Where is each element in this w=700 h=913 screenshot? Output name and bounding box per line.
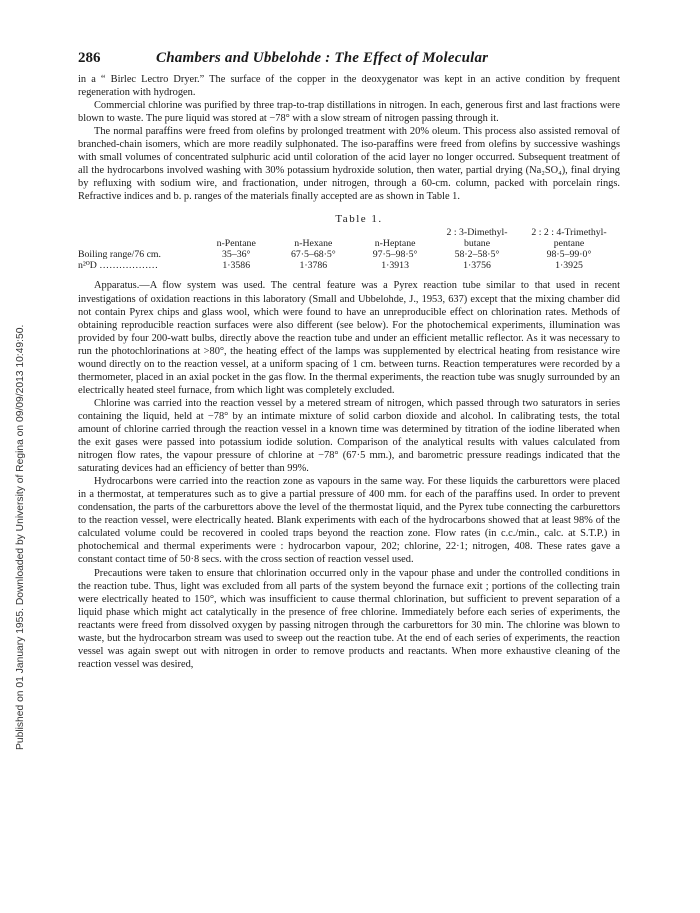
table-cell: 35–36° (222, 249, 251, 261)
table-header-cell: 2 : 3-Dimethyl-butane (446, 227, 508, 250)
table-header-cell: 2 : 2 : 4-Trimethyl-pentane (531, 227, 607, 250)
table-cell: 1·3925 (555, 260, 583, 272)
table-cell: 58·2–58·5° (454, 249, 500, 261)
paragraph-precautions: Precautions were taken to ensure that chlorination occurred only in the vapour phase and under the controlled conditions in the reaction tube. Thus, light was excluded from all parts of the system beyond the furnace exit ; portions of the collecting train were electrically heated to 150°, which was insufficient to cause thermal chlorination, but sufficient to prevent separation of a liquid phase which might act catalytically in the presence of free chlorine. Immediately before each series of experiments, the reactants were freed from dissolved oxygen by passing nitrogen through the carburettors for 30 min. The chlorine was blown to waste, but the hydrocarbon stream was used to sweep out the reaction tube. At the end of each series of experiments, the reaction vessel was again swept out with nitrogen in order to remove products and reactants. When more exhaustive cleaning of the reaction vessel was desired, (78, 567, 620, 670)
table-cell: 67·5–68·5° (290, 249, 336, 261)
journal-page (78, 50, 620, 671)
table-cell: 98·5–99·0° (546, 249, 592, 261)
properties-table (78, 227, 620, 271)
table-header-row (78, 227, 620, 249)
table-cell: 97·5–98·5° (372, 249, 418, 261)
table-header-cell: n-Pentane (216, 238, 256, 250)
table-row (78, 260, 620, 271)
paragraph-chlorine-flow: Chlorine was carried into the reaction vessel by a metered stream of nitrogen, which passed through two saturators in series containing the liquid, held at −78° by an intimate mixture of solid carbon dioxide and alcohol. In calibrating tests, the total amount of chlorine carried through the reaction vessel in a known time was determined by titration of the iodine liberated when the exit gases were passed into potassium iodide solution. Comparison of the analytical results with values calculated from nitrogen flow rates, the vapour pressure of chlorine at −78° (67·5 mm.), and barometric pressure readings indicated that the saturating devices had an efficiency of better than 99%. (78, 397, 620, 475)
paragraph-chlorine-purification: Commercial chlorine was purified by three trap-to-trap distillations in nitrogen. In each, generous first and last fractions were blown to waste. The pure liquid was stored at −78° with a slow stream of nitrogen passing through it. (78, 100, 620, 125)
running-title: Chambers and Ubbelohde : The Effect of Molecular (156, 50, 489, 66)
table-cell: 1·3913 (381, 260, 409, 272)
table-header-cell: n-Heptane (374, 238, 416, 250)
table-cell: 1·3586 (222, 260, 251, 272)
download-watermark (2, 150, 26, 750)
paragraph-hydrocarbon-flow: Hydrocarbons were carried into the reaction zone as vapours in the same way. For these liquids the carburettors were placed in a thermostat, at temperatures such as to give a partial pressure of 400 mm. for each of the paraffins used. In order to prevent condensation, the parts of the carburettors above the level of the thermostat liquid, and the Pyrex tube connecting the carburettors to the reaction vessel, were electrically heated. Blank experiments with each of the hydrocarbons showed that at least 98% of the calculated volume could be recovered in cooled traps beyond the reaction zone. Flow rates (in c.c./min., calc. at S.T.P.) in photochemical and thermal experiments were : hydrocarbon vapour, 202; chlorine, 22·1; nitrogen, 408. These rates gave a constant contact time of 50·8 secs. with the cross section of reaction vessel used. (78, 476, 620, 566)
table-header-cell (78, 227, 200, 249)
table-cell: 1·3786 (299, 260, 328, 272)
table-row (78, 249, 620, 260)
paragraph-apparatus: Apparatus.—A flow system was used. The central feature was a Pyrex reaction tube similar to that used in recent investigations of oxidation reactions in this laboratory (Small and Ubbelohde, J., 1953, 637) except that the mixing chamber did not contain Pyrex chips and glass wool, which were found to have an unreproducible effect on chlorination rates. Methods of obtaining reproducible reaction surfaces were also different (see below). For the photochemical experiments, illumination was provided by four 200-watt bulbs, directly above the reaction tube and under an efficient metallic reflector. As it was necessary to run the photochlorinations at >80°, the heating effect of the lamps was supplemented by electrical heating from resistance wire wound directly on to the reaction vessel, at a uniform spacing of 1 cm. between turns. Reaction temperatures were recorded by a thermometer, placed in an axial pocket in the gas flow. In the thermal experiments, the reaction tube was snugly surrounded by an electrically heated steel furnace, from which light was completely excluded. (78, 280, 620, 396)
table-title: Table 1. (335, 213, 383, 226)
running-head (78, 50, 620, 67)
paragraph-continuation: in a “ Birlec Lectro Dryer.” The surface of the copper in the deoxygenator was kept in an active condition by frequent regeneration with hydrogen. (78, 74, 620, 99)
paragraph-paraffin-purification: The normal paraffins were freed from olefins by prolonged treatment with 20% oleum. This process also assisted removal of branched-chain isomers, which are more readily sulphonated. The iso-paraffins were freed from olefins by successive washings with small volumes of concentrated sulphuric acid until coloration of the acid layer no longer occurred. Subsequent treatment of all the hydrocarbons involved washing with 30% potassium hydroxide solution, then water, partial drying (Na₂SO₄), final drying by refluxing with sodium wire, and fractionation, under nitrogen, through a 60-cm. column, packed with porcelain rings. Refractive indices and b. p. ranges of the materials finally accepted are as shown in Table 1. (78, 126, 620, 203)
table-row-label: n²⁰D ……………… (78, 260, 159, 272)
table-header-cell: n-Hexane (294, 238, 333, 250)
download-watermark-text: Published on 01 January 1955. Downloaded by University of Regina on 09/09/2013 10:49:50. (15, 324, 26, 750)
table-row-label: Boiling range/76 cm. (78, 249, 161, 261)
table-1 (78, 213, 620, 271)
table-cell: 1·3756 (463, 260, 491, 272)
page-number: 286 (78, 50, 101, 66)
